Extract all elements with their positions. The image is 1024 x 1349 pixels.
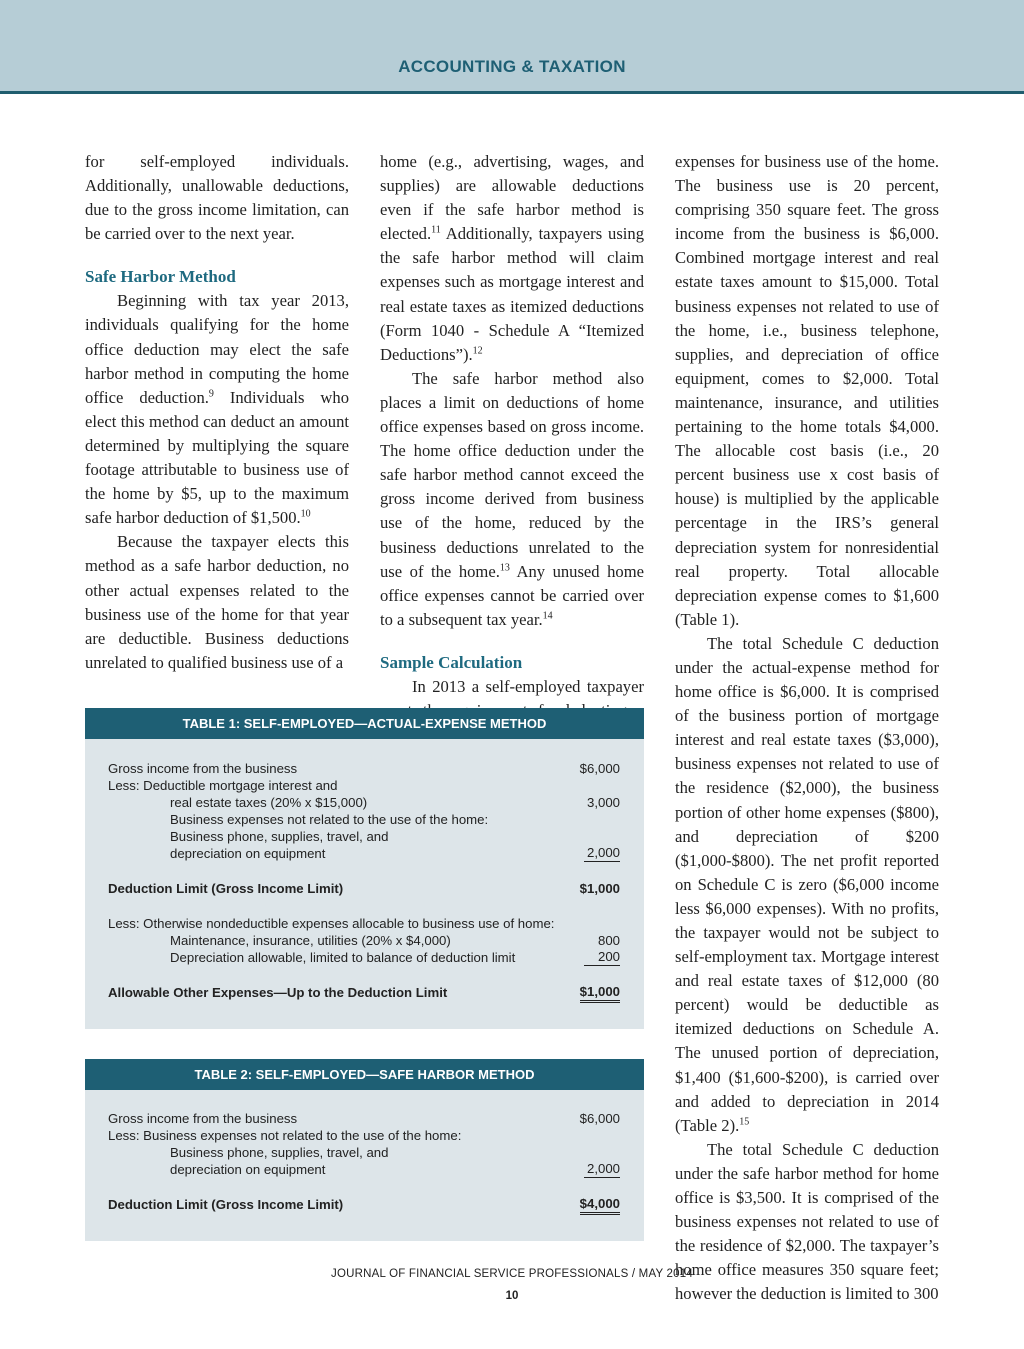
paragraph: home (e.g., advertising, wages, and supplies) are allowable deductions even if the safe harbor method is elected.$^{11}$ Additionally, taxpayers using the safe harbor method will claim expenses such as mortgage interest and real estate taxes as itemized deductions (Form 1040 - Schedule A “Itemized Deductions”).$^{12}$ xyxy=(380,152,644,364)
table-row-total: Deduction Limit (Gross Income Limit) $1,000 xyxy=(108,881,620,896)
footnote-ref: 12 xyxy=(472,345,483,357)
column-3 xyxy=(675,150,939,1307)
table-row: Less: Business expenses not related to the use of the home: xyxy=(108,1128,462,1143)
footnote-ref: 9 xyxy=(208,388,214,400)
column-1 xyxy=(85,150,349,675)
table-2 xyxy=(85,1059,644,1241)
paragraph: The safe harbor method also places a limit on deductions of home office expenses based on gross income. The home office deduction under the safe harbor method cannot exceed the gross income derived from business use of the home, reduced by the business deductions unrelated to the use of the home.$^{13}$ Any unused home office expenses cannot be carried over to a subsequent tax year.$^{14}$ xyxy=(380,368,644,629)
table-row: Business expenses not related to the use of the home: xyxy=(170,812,489,827)
table-title: TABLE 2: SELF-EMPLOYED—SAFE HARBOR METHOD xyxy=(85,1059,644,1090)
paragraph: The total Schedule C deduction under the safe harbor method for home office is $3,500. It is comprised of the business expenses not related to use of the residence of $2,000. The taxpayer’s home office measures 350 square feet; however the deduction is limited to 300 xyxy=(675,1139,939,1304)
table-row: real estate taxes (20% x $15,000) 3,000 xyxy=(170,795,620,810)
journal-footer: JOURNAL OF FINANCIAL SERVICE PROFESSIONALS / MAY 2014 xyxy=(331,1268,693,1280)
table-row: Business phone, supplies, travel, and xyxy=(170,829,389,844)
paragraph: Beginning with tax year 2013, individuals qualifying for the home office deduction may elect the safe harbor method in computing the home office deduction.$^9$ Individuals who elect this method can deduct an amount determined by multiplying the square footage attributable to business use of the home by $5, up to the maximum safe harbor deduction of $1,500.10 xyxy=(85,291,349,528)
table-row: depreciation on equipment 2,000 xyxy=(170,1161,620,1177)
header-band xyxy=(0,0,1024,92)
page-number: 10 xyxy=(505,1290,519,1302)
table-row: Less: Deductible mortgage interest and xyxy=(108,778,338,793)
table-row: Gross income from the business $6,000 xyxy=(108,761,620,776)
table-title: TABLE 1: SELF-EMPLOYED—ACTUAL-EXPENSE METHOD xyxy=(85,708,644,739)
footnote-ref: 14 xyxy=(542,610,553,622)
subheading: Safe Harbor Method xyxy=(85,267,236,287)
paragraph: Because the taxpayer elects this method as a safe harbor deduction, no other actual expenses related to the business use of the home for that year are deductible. Business deductions unrelated to qualified business use of a xyxy=(85,532,349,672)
paragraph: In 2013 a self-employed taxpayer xyxy=(412,676,644,696)
table-row-total: Deduction Limit (Gross Income Limit) $4,000 xyxy=(108,1196,620,1213)
footnote-ref: 15 xyxy=(739,1116,750,1128)
column-2 xyxy=(380,150,644,723)
table-row: Depreciation allowable, limited to balance of deduction limit 200 xyxy=(170,949,620,965)
paragraph: The total Schedule C deduction under the actual-expense method for home office is $6,000. It is comprised of the business portion of mortgage interest and real estate taxes ($3,000), business expenses not related to use of the residence ($2,000), the business portion of other home expenses ($800), and depreciation of $200 ($1,000-$800). The net profit reported on Schedule C is zero ($6,000 income less $6,000 expenses). With no profits, the taxpayer would not be subject to self-employment tax. Mortgage interest and real estate taxes of $12,000 (80 percent) would be deductible as itemized deductions on Schedule A. The unused portion of depreciation, $1,400 ($1,600-$200), is carried over and added to depreciation in 2014 (Table 2).$^{15}$ xyxy=(675,633,939,1135)
header-rule xyxy=(0,91,1024,94)
table-row: Less: Otherwise nondeductible expenses allocable to business use of home: xyxy=(108,916,555,931)
footnote-ref: 11 xyxy=(431,224,441,236)
table-1 xyxy=(85,708,644,1029)
table-row: Maintenance, insurance, utilities (20% x $4,000) 800 xyxy=(170,933,620,948)
table-row-total: Allowable Other Expenses—Up to the Deduction Limit $1,000 xyxy=(108,984,620,1001)
table-row: Gross income from the business $6,000 xyxy=(108,1111,620,1126)
paragraph: for self-employed individuals. Additionally, unallowable deductions, due to the gross income limitation, can be carried over to the next year. xyxy=(85,152,349,244)
footnote-ref: 13 xyxy=(499,562,510,574)
footnote-ref: 10 xyxy=(300,508,311,520)
subheading: Sample Calculation xyxy=(380,652,523,672)
table-row: Business phone, supplies, travel, and xyxy=(170,1145,389,1160)
section-title: ACCOUNTING & TAXATION xyxy=(398,57,626,76)
paragraph: expenses for business use of the home. The business use is 20 percent, comprising 350 square feet. The gross income from the business is $6,000. Combined mortgage interest and real estate taxes amount to $15,000. Total business expenses not related to use of the home, i.e., business telephone, supplies, and depreciation of office equipment, comes to $2,000. Total maintenance, insurance, and utilities pertaining to the home totals $4,000. The allocable cost basis (i.e., 20 percent business use x cost basis of house) is multiplied by the applicable percentage in the IRS’s general depreciation system for nonresidential real property. Total allocable depreciation expense comes to $1,600 (Table 1). xyxy=(675,152,939,629)
table-row: depreciation on equipment 2,000 xyxy=(170,845,620,861)
